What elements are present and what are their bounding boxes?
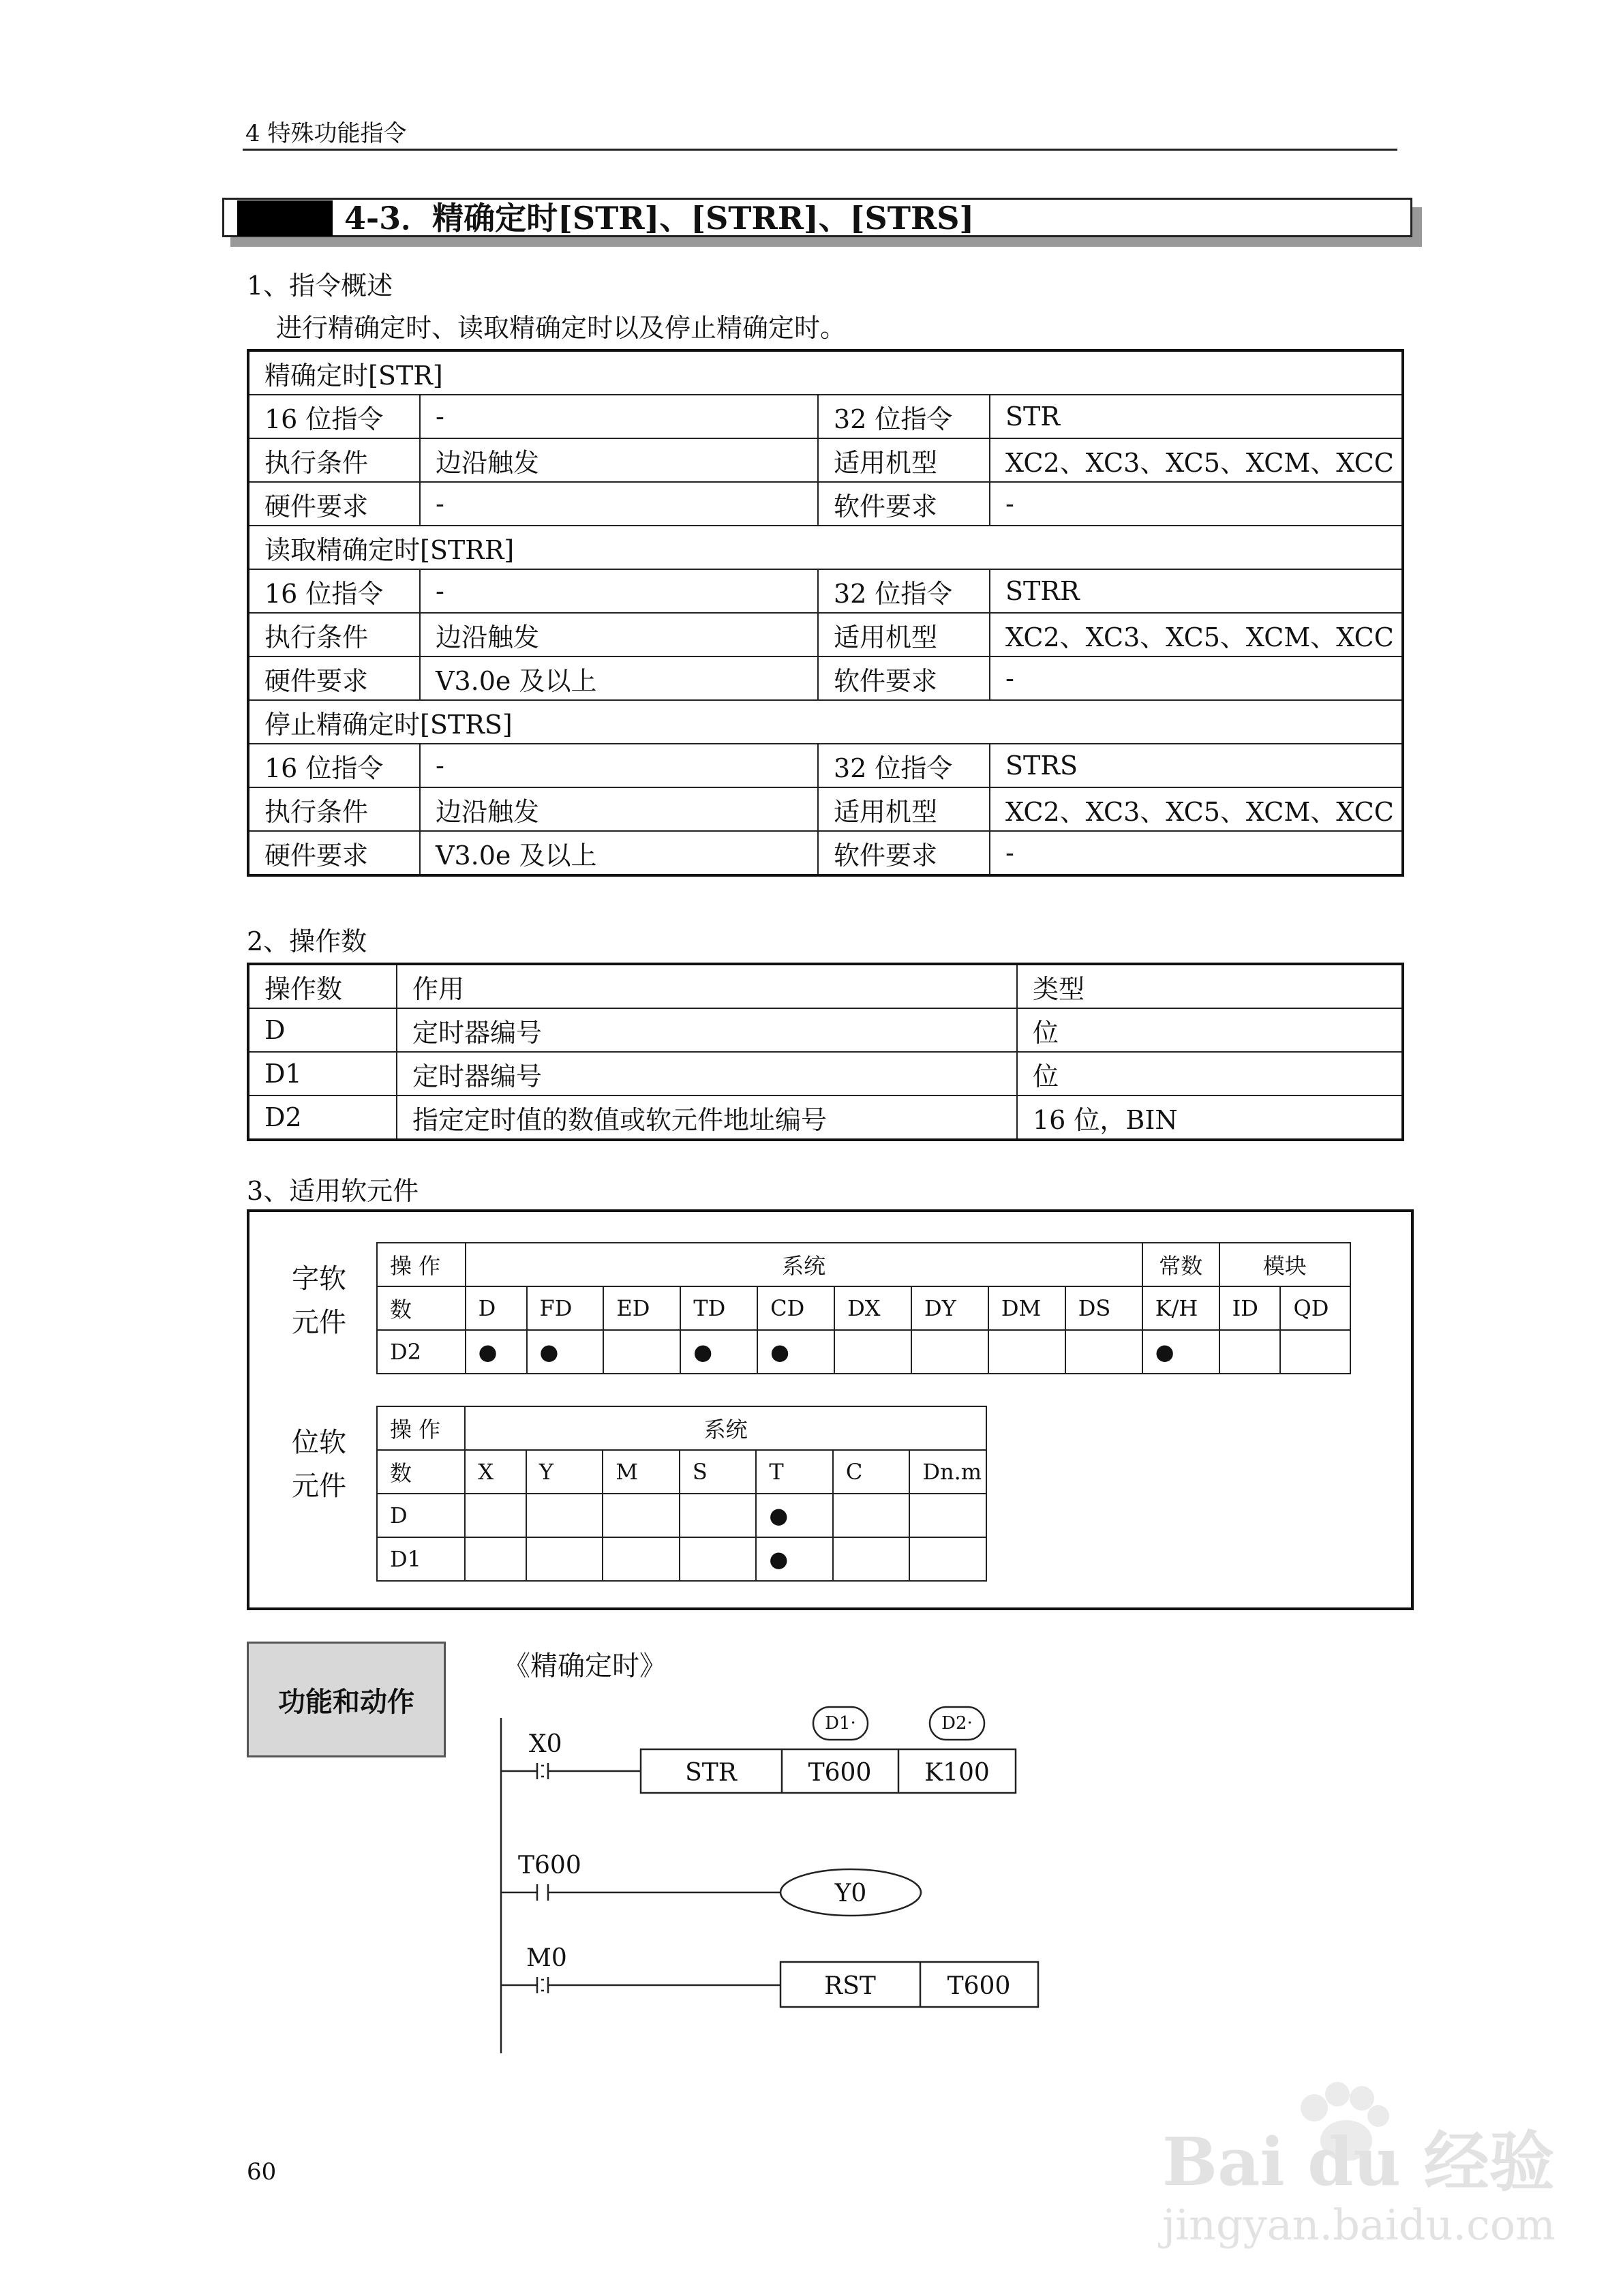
group-title: 停止精确定时[STRS] [248,700,1403,744]
mark-cell: ● [680,1330,757,1374]
table-cell: 适用机型 [818,787,990,831]
column-header: QD [1280,1286,1350,1330]
table-cell: D [248,1008,397,1052]
section-title: 4-3．精确定时[STR]、[STRR]、[STRS] [344,200,975,237]
table-cell: 执行条件 [248,787,420,831]
word-device-label: 字软 元件 [292,1263,346,1338]
table-cell: 软件要求 [818,831,990,875]
table-cell: - [990,831,1403,875]
contact-t600-label: T600 [518,1852,581,1879]
operand-cell: D [377,1494,465,1537]
ladder-caption: 《精确定时》 [503,1650,667,1682]
table-cell: 适用机型 [818,613,990,656]
column-header: DX [834,1286,911,1330]
table-cell: 32 位指令 [818,744,990,787]
table-cell: 硬件要求 [248,656,420,700]
group-system: 系统 [466,1243,1142,1286]
heading-overview: 1、指令概述 [247,271,393,301]
column-header: 操作数 [248,964,397,1008]
contact-m0-label: M0 [526,1944,567,1972]
table-cell: STR [990,395,1403,438]
column-header: DY [911,1286,988,1330]
table-cell: 位 [1017,1052,1403,1096]
table-cell: 边沿触发 [420,787,818,831]
table-cell: 硬件要求 [248,482,420,526]
group-title: 精确定时[STR] [248,350,1403,395]
table-cell: 边沿触发 [420,613,818,656]
str-label: STR [685,1759,737,1787]
table-cell: 软件要求 [818,656,990,700]
table-cell: XC2、XC3、XC5、XCM、XCC [990,613,1403,656]
table-cell: V3.0e 及以上 [420,831,818,875]
str-arg2: K100 [924,1759,990,1787]
heading-operands: 2、操作数 [247,926,367,956]
group-const: 常数 [1142,1243,1219,1286]
column-header: ED [603,1286,680,1330]
d1-tag-label: D1· [825,1713,856,1734]
column-header: Dn.m [909,1450,986,1494]
column-header: ID [1219,1286,1281,1330]
rst-arg1: T600 [947,1972,1011,2000]
table-cell: 32 位指令 [818,569,990,613]
table-cell: - [420,744,818,787]
table-cell: 16 位指令 [248,395,420,438]
table-cell: 适用机型 [818,438,990,482]
table-cell: 硬件要求 [248,831,420,875]
watermark-brand: Bai du 经验 [1162,2124,1555,2201]
running-header: 4 特殊功能指令 [245,120,407,147]
column-header: 类型 [1017,964,1403,1008]
d2-tag-label: D2· [941,1713,973,1734]
column-header: C [833,1450,910,1494]
operand-header: 数 [377,1450,465,1494]
table-cell: 32 位指令 [818,395,990,438]
table-cell: 16 位指令 [248,744,420,787]
operand-cell: D2 [377,1330,466,1374]
table-cell: XC2、XC3、XC5、XCM、XCC [990,787,1403,831]
table-cell: STRR [990,569,1403,613]
column-header: Y [526,1450,603,1494]
column-header: 作用 [397,964,1017,1008]
table-cell: V3.0e 及以上 [420,656,818,700]
function-action-box: 功能和动作 [247,1642,446,1757]
table-cell: D2 [248,1096,397,1140]
column-header: FD [527,1286,604,1330]
table-cell: 16 位，BIN [1017,1096,1403,1140]
operand-header: 操 作 [377,1406,465,1450]
heading-devices: 3、适用软元件 [247,1176,419,1206]
table-cell: 定时器编号 [397,1052,1017,1096]
table-cell: 位 [1017,1008,1403,1052]
table-cell: - [420,482,818,526]
table-cell: D1 [248,1052,397,1096]
column-header: T [756,1450,833,1494]
operand-header: 数 [377,1286,466,1330]
table-cell: - [990,656,1403,700]
column-header: X [465,1450,526,1494]
table-cell: STRS [990,744,1403,787]
column-header: TD [680,1286,757,1330]
mark-cell: ● [1142,1330,1219,1374]
operand-cell: D1 [377,1537,465,1581]
table-cell: XC2、XC3、XC5、XCM、XCC [990,438,1403,482]
operand-header: 操 作 [377,1243,466,1286]
table-cell: 指定定时值的数值或软元件地址编号 [397,1096,1017,1140]
rst-label: RST [824,1972,876,2000]
table-cell: 定时器编号 [397,1008,1017,1052]
watermark-url: jingyan.baidu.com [1162,2200,1556,2250]
column-header: DM [988,1286,1065,1330]
coil-y0-label: Y0 [834,1879,867,1907]
mark-cell: ● [527,1330,604,1374]
group-module: 模块 [1219,1243,1350,1286]
bit-device-label: 位软 元件 [292,1427,346,1502]
table-cell: - [990,482,1403,526]
column-header: M [603,1450,680,1494]
table-cell: 软件要求 [818,482,990,526]
column-header: D [466,1286,527,1330]
column-header: DS [1065,1286,1142,1330]
column-header: S [680,1450,757,1494]
group-system: 系统 [465,1406,986,1450]
mark-cell: ● [756,1494,833,1537]
overview-description: 进行精确定时、读取精确定时以及停止精确定时。 [276,313,847,343]
group-title: 读取精确定时[STRR] [248,526,1403,569]
mark-cell: ● [756,1537,833,1581]
table-cell: 执行条件 [248,438,420,482]
mark-cell: ● [466,1330,527,1374]
mark-cell: ● [757,1330,834,1374]
watermark [1158,2082,1556,2250]
table-cell: 16 位指令 [248,569,420,613]
column-header: CD [757,1286,834,1330]
table-cell: - [420,569,818,613]
str-arg1: T600 [808,1759,872,1787]
column-header: K/H [1142,1286,1219,1330]
table-cell: 边沿触发 [420,438,818,482]
page-number: 60 [247,2158,277,2186]
table-cell: 执行条件 [248,613,420,656]
contact-x0-label: X0 [529,1730,562,1758]
table-cell: - [420,395,818,438]
